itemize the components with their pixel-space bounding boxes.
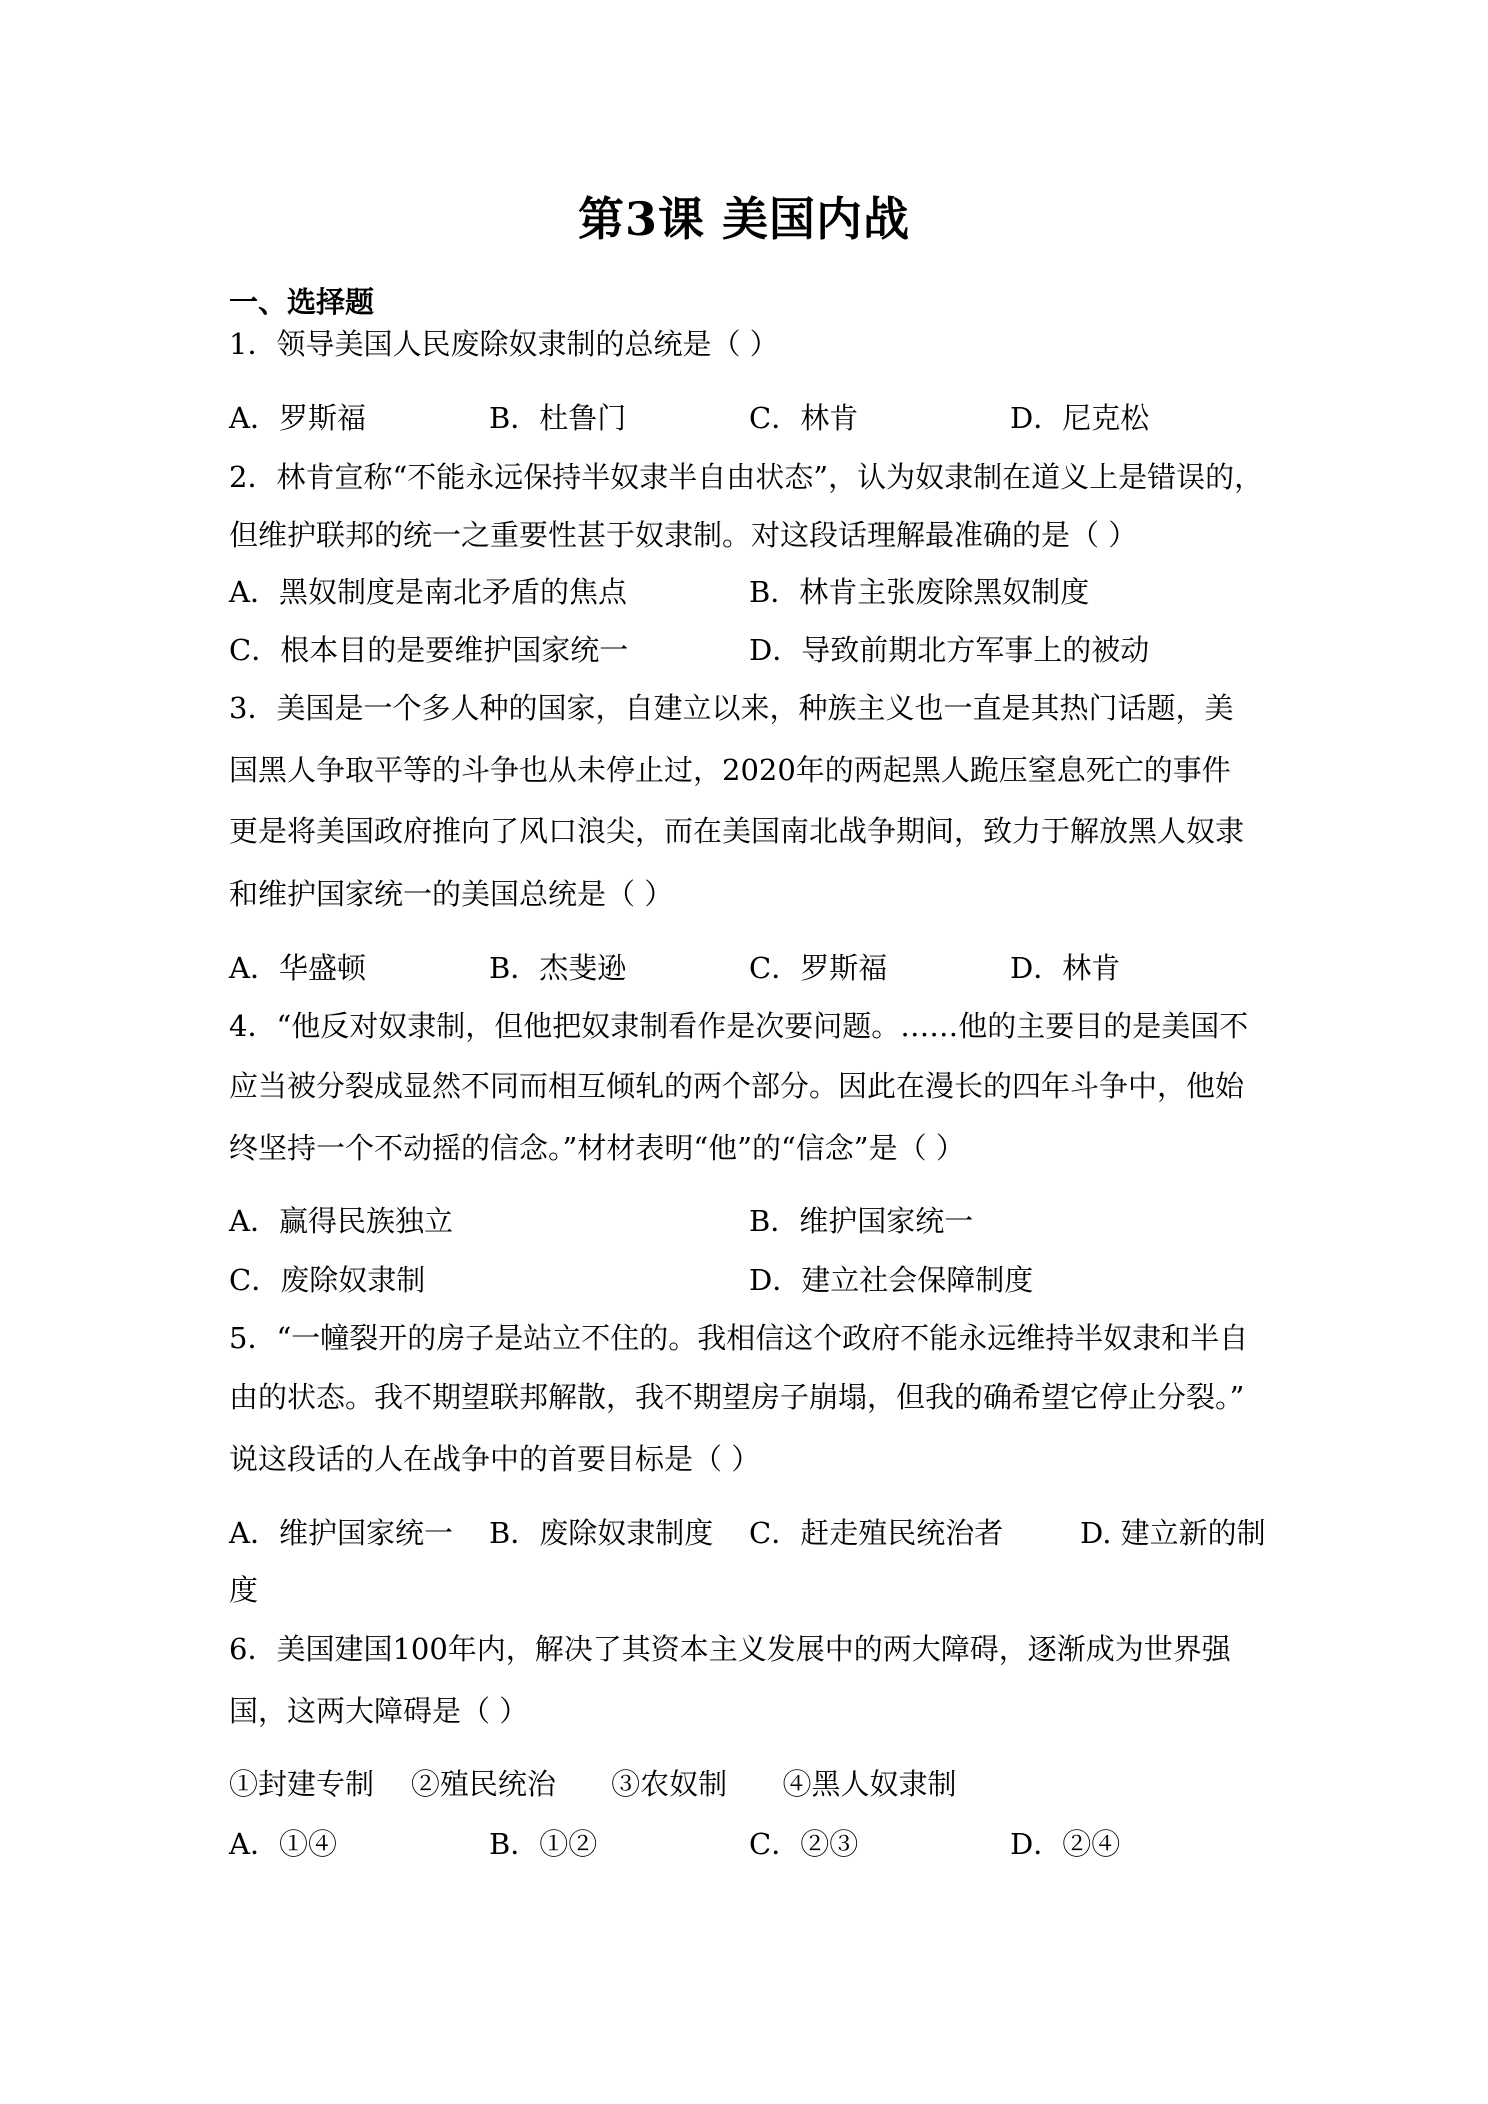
q5-option-d: D. 建立新的制 — [1080, 1516, 1266, 1550]
question-5-stem-line-1: 5．“一幢裂开的房子是站立不住的。我相信这个政府不能永远维持半奴隶和半自 — [229, 1321, 1249, 1355]
question-4-stem-line-2: 应当被分裂成显然不同而相互倾轧的两个部分。因此在漫长的四年斗争中，他始 — [229, 1069, 1245, 1103]
question-4-stem-line-3: 终坚持一个不动摇的信念。”材材表明“他”的“信念”是（ ） — [229, 1131, 965, 1165]
q1-option-a: A．罗斯福 — [229, 401, 366, 435]
q6-option-d: D．②④ — [1010, 1827, 1121, 1861]
question-2-stem-line-1: 2．林肯宣称“不能永远保持半奴隶半自由状态”，认为奴隶制在道义上是错误的， — [229, 460, 1264, 494]
q5-option-b: B．废除奴隶制度 — [489, 1516, 714, 1550]
q2-option-a: A．黑奴制度是南北矛盾的焦点 — [229, 575, 627, 609]
page-title: 第3课 美国内战 — [577, 192, 911, 246]
question-5-stem-line-2: 由的状态。我不期望联邦解散，我不期望房子崩塌，但我的确希望它停止分裂。” — [229, 1380, 1245, 1414]
question-5-stem-line-3: 说这段话的人在战争中的首要目标是（ ） — [229, 1442, 761, 1476]
q6-option-b: B．①② — [489, 1827, 598, 1861]
q3-option-d: D．林肯 — [1010, 951, 1121, 985]
q1-option-b: B．杜鲁门 — [489, 401, 627, 435]
q4-option-c: C．废除奴隶制 — [229, 1263, 426, 1297]
question-6-stem-line-2: 国，这两大障碍是（ ） — [229, 1694, 529, 1728]
question-2-stem-line-2: 但维护联邦的统一之重要性甚于奴隶制。对这段话理解最准确的是（ ） — [229, 518, 1138, 552]
q2-option-d: D．导致前期北方军事上的被动 — [749, 633, 1150, 667]
q1-option-c: C．林肯 — [749, 401, 859, 435]
q4-option-b: B．维护国家统一 — [749, 1204, 974, 1238]
q4-option-d: D．建立社会保障制度 — [749, 1263, 1034, 1297]
question-4-stem-line-1: 4．“他反对奴隶制，但他把奴隶制看作是次要问题。……他的主要目的是美国不 — [229, 1009, 1249, 1043]
q3-option-b: B．杰斐逊 — [489, 951, 627, 985]
q6-option-c: C．②③ — [749, 1827, 859, 1861]
q4-option-a: A．赢得民族独立 — [229, 1204, 453, 1238]
q3-option-a: A．华盛顿 — [229, 951, 366, 985]
q3-option-c: C．罗斯福 — [749, 951, 888, 985]
question-3-stem-line-2: 国黑人争取平等的斗争也从未停止过，2020年的两起黑人跪压窒息死亡的事件 — [229, 753, 1231, 787]
q2-option-c: C．根本目的是要维护国家统一 — [229, 633, 629, 667]
q6-items: ①封建专制 ②殖民统治 ③农奴制 ④黑人奴隶制 — [229, 1767, 957, 1801]
question-3-stem-line-1: 3．美国是一个多人种的国家，自建立以来，种族主义也一直是其热门话题，美 — [229, 691, 1234, 725]
question-1-stem: 1．领导美国人民废除奴隶制的总统是（ ） — [229, 327, 779, 361]
q1-option-d: D．尼克松 — [1010, 401, 1150, 435]
section-heading: 一、选择题 — [229, 285, 375, 319]
question-3-stem-line-4: 和维护国家统一的美国总统是（ ） — [229, 877, 674, 911]
q2-option-b: B．林肯主张废除黑奴制度 — [749, 575, 1090, 609]
q5-option-a: A．维护国家统一 — [229, 1516, 453, 1550]
q6-option-a: A．①④ — [229, 1827, 337, 1861]
question-6-stem-line-1: 6．美国建国100年内，解决了其资本主义发展中的两大障碍，逐渐成为世界强 — [229, 1632, 1231, 1666]
q5-option-c: C．赶走殖民统治者 — [749, 1516, 1004, 1550]
question-3-stem-line-3: 更是将美国政府推向了风口浪尖，而在美国南北战争期间，致力于解放黑人奴隶 — [229, 814, 1245, 848]
q5-option-d-continued: 度 — [229, 1573, 259, 1607]
